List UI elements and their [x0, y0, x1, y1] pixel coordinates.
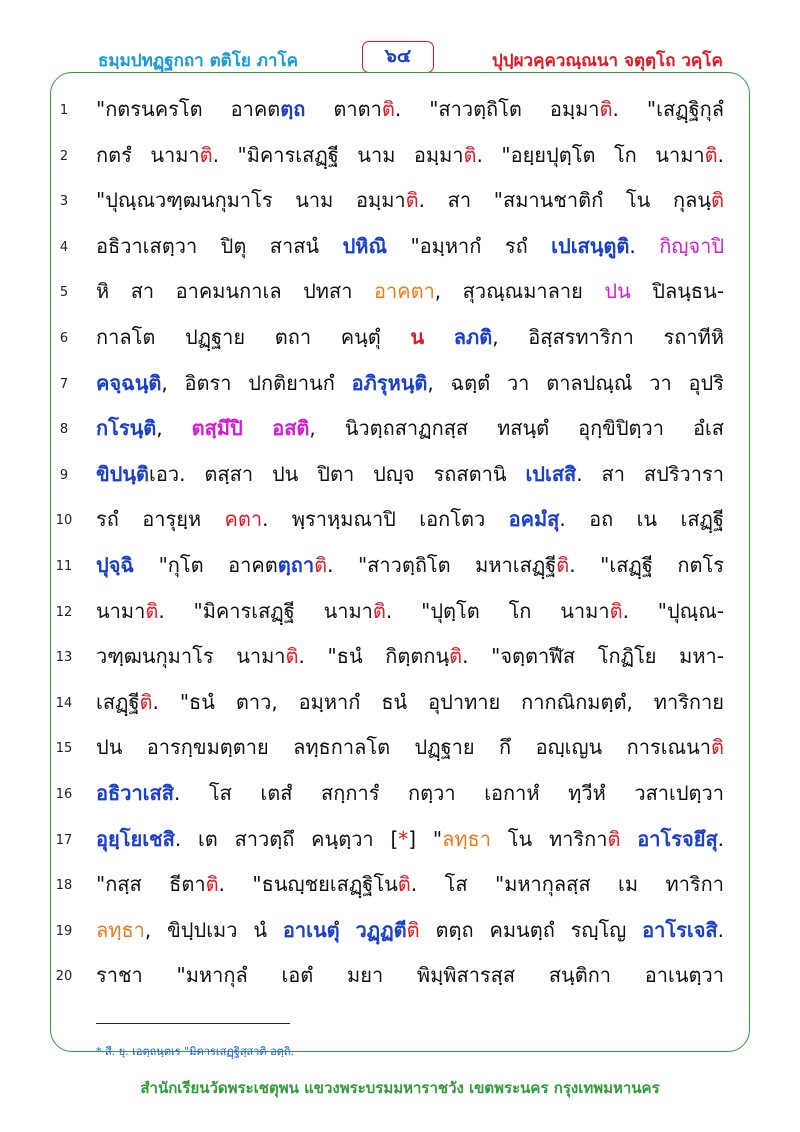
text-line [96, 226, 724, 266]
line-number: 10 [55, 513, 73, 528]
text-segment: ขิปนฺติ [96, 462, 150, 486]
text-segment: ตฺถ [280, 97, 306, 121]
text-line [96, 89, 724, 129]
text-line [96, 910, 724, 950]
text-segment: หิ สา อาคมนกาเล ปทสา [96, 279, 374, 303]
line-number: 4 [59, 240, 69, 255]
text-segment: ติ [372, 599, 386, 623]
text-segment: กาลโต ปฏฺฐาย ตถา คนฺตุํ [96, 325, 411, 349]
header-chapter-title: ปุปฺผวคฺควณฺณนา จตุตฺโถ วคฺโค [492, 51, 723, 71]
text-line [96, 180, 724, 220]
text-segment: . [717, 143, 724, 167]
text-segment: , อิตรา ปกติยานกํ [161, 371, 352, 395]
text-segment: . [629, 234, 660, 258]
text-segment: . "เสฏฺฐิกุลํ [612, 97, 724, 121]
text-segment: ตาตา [305, 97, 382, 121]
text-segment: เอว. ตสฺสา ปน ปิตา ปญฺจ รถสตานิ [149, 462, 526, 486]
line-number: 17 [55, 833, 73, 848]
text-line [96, 135, 724, 175]
text-segment: , [156, 416, 192, 440]
text-segment: , นิวตฺถสาฏกสฺส ทสนฺตํ อุกฺขิปิตฺวา อํเส [309, 416, 724, 440]
text-segment: ติ [199, 143, 213, 167]
text-segment: กิญฺจาปิ [659, 234, 724, 258]
text-segment: ปน [604, 279, 631, 303]
text-line [96, 955, 724, 995]
text-line [96, 864, 724, 904]
text-line [96, 773, 724, 813]
line-number: 5 [59, 285, 69, 300]
text-segment: คตา [224, 507, 263, 531]
text-segment: กตรํ นามา [96, 143, 200, 167]
text-segment: ติ [205, 872, 219, 896]
text-segment: . "ธนํ กิตฺตกนฺ [298, 644, 450, 668]
text-segment: . [717, 827, 724, 851]
text-line [96, 408, 724, 448]
text-segment: อธิวาเสสิ [96, 781, 174, 805]
text-segment: . "อยฺยปุตฺโต โก นามา [476, 143, 705, 167]
text-segment: . "ธนํ ตาว, อมฺหากํ ธนํ อุปาทาย กากณิกมตฺตํ, ทาริกาย [152, 690, 724, 714]
text-segment: ติ [609, 599, 623, 623]
text-segment: "กุโต อาคต [134, 553, 278, 577]
text-segment [620, 827, 637, 851]
text-segment: ติ [449, 644, 463, 668]
text-line [96, 271, 724, 311]
text-segment [424, 325, 454, 349]
text-segment: * [398, 827, 409, 851]
line-number: 3 [59, 194, 69, 209]
text-segment: ติ [711, 188, 724, 212]
text-segment: ติ [599, 97, 613, 121]
text-segment: . "สาวตฺถิโต อมฺมา [394, 97, 600, 121]
line-number: 8 [59, 422, 69, 437]
text-line [96, 819, 724, 859]
line-number: 16 [55, 787, 73, 802]
text-line [96, 454, 724, 494]
line-number: 14 [55, 696, 73, 711]
text-segment: . [717, 918, 724, 942]
line-number: 19 [55, 924, 73, 939]
text-segment: . เต สาวตฺถึ คนฺตฺวา [ [174, 827, 399, 851]
text-segment: ลภติ [453, 325, 493, 349]
text-line [96, 499, 724, 539]
line-number: 6 [59, 331, 69, 346]
text-segment: วฏฺฏตี [355, 918, 407, 942]
text-segment: . อถ เน เสฏฺฐี [559, 507, 724, 531]
text-segment: อธิวาเสตฺวา ปิตุ สาสนํ [96, 234, 343, 258]
text-segment: ปุจฺฉิ [96, 553, 135, 577]
line-number: 9 [59, 468, 69, 483]
line-number: 1 [59, 103, 69, 118]
text-segment: คจฺฉนฺติ [96, 371, 162, 395]
text-segment: ติ [145, 599, 159, 623]
text-segment: . สา "สมานชาติกํ โน กุลนฺ [418, 188, 711, 212]
text-segment: นามา [96, 599, 146, 623]
text-segment: . โส "มหากุลสฺส เม ทาริกา [410, 872, 724, 896]
text-segment: อาคตา [373, 279, 435, 303]
text-line [96, 636, 724, 676]
text-segment: , ฉตฺตํ วา ตาลปณฺณํ วา อุปริ [427, 371, 724, 395]
line-number: 11 [55, 559, 73, 574]
text-segment: . พฺราหฺมณาปิ เอกโตว [262, 507, 509, 531]
text-segment: ติ [285, 644, 299, 668]
text-segment: ติ [463, 143, 477, 167]
text-segment: . "ปุตฺโต โก นามา [385, 599, 610, 623]
footnote: * สี. ยุ. เอตฺถนฺตเร "มิคารเสฏฺฐิสฺสาติ อตฺถิ. [96, 1045, 294, 1058]
text-segment: ติ [381, 97, 395, 121]
text-segment: . "เสฏฺฐี กตโร [569, 553, 724, 577]
text-segment: ตสฺมึปิ อสติ [191, 416, 310, 440]
text-segment: เปเสนฺตูติ [551, 234, 630, 258]
text-segment: เสฏฺฐี [96, 690, 140, 714]
header-book-title: ธมฺมปทฏฺฐกถา ตติโย ภาโค [98, 51, 298, 71]
text-line [96, 727, 724, 767]
text-segment: . "จตฺตาฬีส โกฏิโย มหา- [462, 644, 724, 668]
text-segment: ติ [405, 188, 419, 212]
text-segment: โน ทาริกา [490, 827, 608, 851]
text-segment: . โส เตสํ สกฺการํ กตฺวา เอกาหํ ทฺวีหํ วสาเปตฺวา [173, 781, 724, 805]
text-segment: . "ปุณฺณ- [622, 599, 724, 623]
text-segment: "อมฺหากํ รถํ [387, 234, 552, 258]
text-segment: ] " [408, 827, 443, 851]
text-segment: "กตรนครโต อาคต [96, 97, 281, 121]
text-segment: อาโรจยึสุ [637, 827, 718, 851]
text-segment: ติ [711, 735, 724, 759]
text-segment: ติ [397, 872, 411, 896]
text-segment: ตตฺถ คมนตฺถํ รญฺโญ [419, 918, 643, 942]
text-segment: ํ [339, 918, 356, 942]
line-number: 7 [59, 377, 69, 392]
footnote-divider [96, 1023, 290, 1024]
text-segment: ติ [607, 827, 621, 851]
text-line [96, 363, 724, 403]
text-segment: ปน อารกฺขมตฺตาย ลทฺธกาลโต ปฏฺฐาย กึ อญฺเญน การเณนา [96, 735, 711, 759]
text-segment: . "สาวตฺถิโต มหาเสฏฺฐี [327, 553, 557, 577]
text-segment: , สุวณฺณมาลาย [434, 279, 605, 303]
text-segment: อาเนตุ [282, 918, 340, 942]
line-number: 12 [55, 605, 73, 620]
text-line [96, 545, 724, 585]
text-segment: น [410, 325, 425, 349]
text-segment: รถํ อารุยฺห [96, 507, 225, 531]
text-segment: ติ [704, 143, 718, 167]
text-segment: . "มิคารเสฏฺฐี นาม อมฺมา [212, 143, 464, 167]
text-segment: , ขิปฺปเมว นํ [144, 918, 283, 942]
text-segment: อาโรเจสิ [642, 918, 718, 942]
text-segment: "ปุณฺณวฑฺฒนกุมาโร นาม อมฺมา [96, 188, 406, 212]
text-segment: "กสฺส ธีตา [96, 872, 206, 896]
text-segment: ติ [139, 690, 153, 714]
text-segment: . "ธนญฺชยเสฏฺฐิโน [218, 872, 398, 896]
text-segment: วฑฺฒนกุมาโร นามา [96, 644, 286, 668]
line-number: 20 [55, 969, 73, 984]
text-line [96, 682, 724, 722]
text-segment: ปิลนฺธน- [630, 279, 724, 303]
text-segment: ติ [406, 918, 420, 942]
text-segment: กโรนฺติ [96, 416, 157, 440]
text-segment: เปเสสิ [525, 462, 577, 486]
text-segment: อุยฺโยเชสิ [96, 827, 175, 851]
text-segment: ราชา "มหากุลํ เอตํ มยา พิมฺพิสารสฺส สนฺติกา อาเนตฺวา [96, 963, 724, 987]
line-number: 18 [55, 878, 73, 893]
line-number: 2 [59, 149, 69, 164]
text-segment: ลทฺธา [442, 827, 491, 851]
text-segment: อคมํสุ [508, 507, 560, 531]
text-segment: ติ [314, 553, 328, 577]
text-segment: ติ [556, 553, 570, 577]
text-line [96, 591, 724, 631]
text-line [96, 317, 724, 357]
line-number: 13 [55, 650, 73, 665]
text-segment: , อิสฺสรทาริกา รถาทีหิ [492, 325, 724, 349]
text-segment: ตฺถา [277, 553, 315, 577]
text-segment: . "มิคารเสฏฺฐี นามา [158, 599, 373, 623]
footer-institution: สำนักเรียนวัดพระเชตุพน แขวงพระบรมมหาราชวัง เขตพระนคร กรุงเทพมหานคร [140, 1079, 660, 1097]
text-segment: อภิรุหนฺติ [351, 371, 428, 395]
page-number: ๖๔ [362, 41, 434, 73]
line-number: 15 [55, 741, 73, 756]
text-segment: . สา สปริวารา [576, 462, 724, 486]
text-segment: ลทฺธา [96, 918, 145, 942]
text-segment: ปหิณิ [342, 234, 387, 258]
